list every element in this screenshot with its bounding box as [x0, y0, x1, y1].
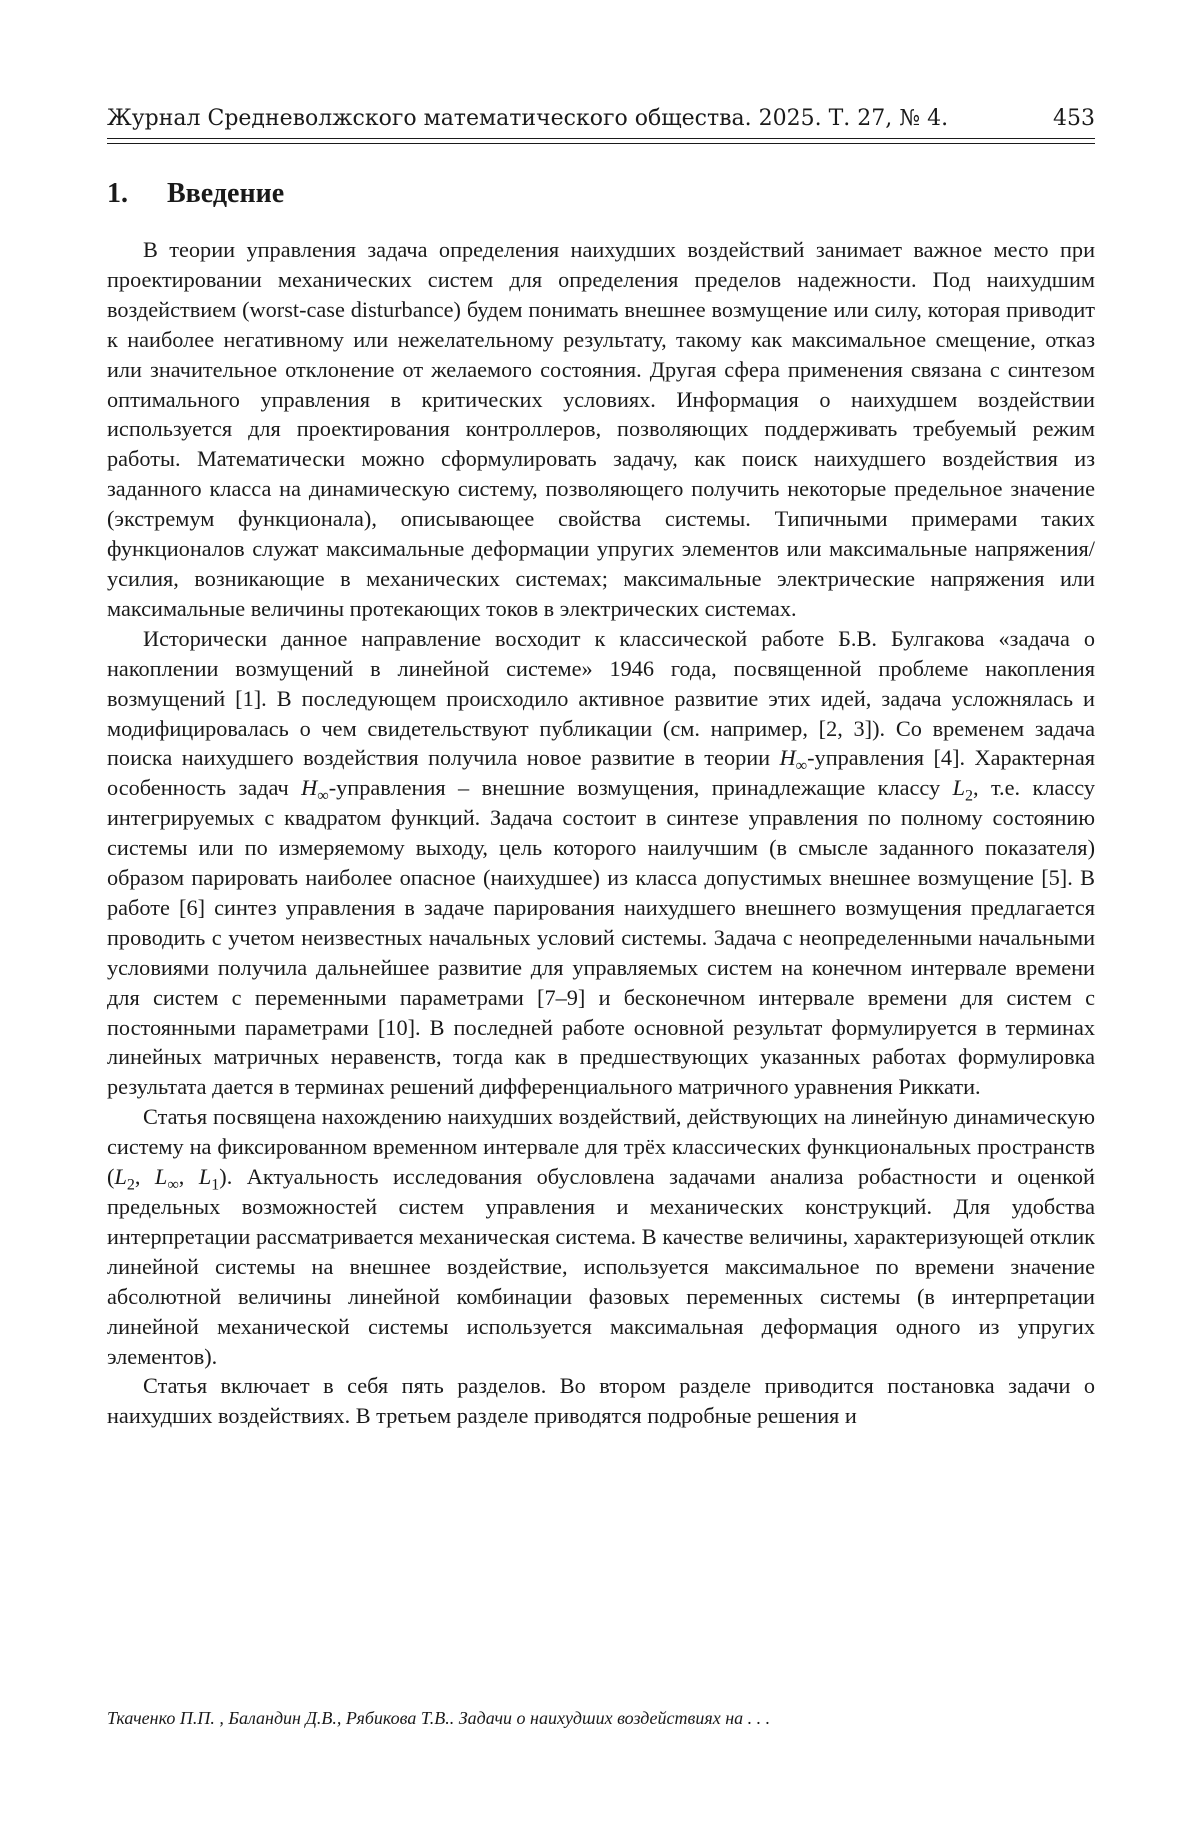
math-l1: [198, 1164, 220, 1194]
math-l-inf: [154, 1164, 179, 1194]
math-inf-subscript: ∞: [317, 787, 329, 805]
page-footer: Ткаченко П.П. , Баландин Д.В., Рябикова Т.В.. Задачи о наихудших воздействиях на . . .: [107, 1708, 771, 1728]
math-inf-subscript: ∞: [167, 1176, 179, 1194]
paragraph-2-part-a: Исторически данное направление восходит к классической работе Б.В. Булгакова «задача о накоплении возмущений в линейной системе» 1946 года, посвященной проблеме накопления возмущений [1]. В последующем происходило активное развитие этих идей, задача усложнялась и модифицировалась о чем свидетельствуют публикации (см. например, [2, 3]). Со временем задача поиска наихудшего воздействия получила новое развитие в теории: [107, 625, 1095, 771]
paragraph-1: В теории управления задача определения наихудших воздействий занимает важное место при проектировании механических систем для определения пределов надежности. Под наихудшим воздействием (worst-case disturbance) будем понимать внешнее возмущение или силу, которая приводит к наиболее негативному или нежелательному результату, такому как максимальное смещение, отказ или значительное отклонение от желаемого состояния. Другая сфера применения связана с синтезом оптимального управления в критических условиях. Информация о наихудшем воздействии используется для проектирования контроллеров, позволяющих поддерживать требуемый режим работы. Математически можно сформулировать задачу, как поиск наихудшего воздействия из заданного класса на динамическую систему, позволяющего получить некоторые предельное значение (экстремум функционала), описывающее свойства системы. Типичными примерами таких функционалов служат максимальные деформации упругих элементов или максимальные напряжения/усилия, возникающие в механических системах; максимальные электрические напряжения или максимальные величины протекающих токов в электрических системах.: [107, 237, 1095, 621]
body-text: [107, 235, 1095, 1431]
page-number: 453: [1053, 106, 1095, 131]
math-h-inf: [301, 775, 329, 805]
journal-title: Журнал Средневолжского математического общества. 2025. Т. 27, № 4.: [107, 106, 949, 131]
paragraph-2-part-c: -управления – внешние возмущения, принадлежащие классу: [328, 775, 953, 801]
math-l-symbol: L: [952, 775, 965, 801]
math-subscript-1: 1: [211, 1176, 220, 1194]
math-l2: [114, 1164, 135, 1194]
header-rule-top: [107, 138, 1095, 139]
math-l-symbol: L: [114, 1164, 127, 1190]
section-heading: [107, 176, 284, 212]
running-head: [107, 104, 1095, 134]
math-h-symbol: H: [301, 775, 318, 801]
paragraph-2: [107, 624, 1095, 1103]
math-h-symbol: H: [779, 745, 796, 771]
math-l2: [952, 775, 973, 805]
math-subscript-2: 2: [126, 1176, 135, 1194]
math-inf-subscript: ∞: [795, 758, 808, 776]
paragraph-2-part-d: , т.е. классу интегрируемых с квадратом функций. Задача состоит в синтезе управления по полному состоянию системы или по измеряемому выходу, цель которого наилучшим (в смысле заданного показателя) образом парировать наиболее опасное (наихудшее) из класса допустимых внешнее возмущение [5]. В работе [6] синтез управления в задаче парирования наихудшего внешнего возмущения предлагается проводить с учетом неизвестных начальных условий системы. Задача с неопределенными начальными условиями получила дальнейшее развитие для управляемых систем на конечном интервале времени для систем с переменными параметрами [7–9] и бесконечном интервале времени для систем с постоянными параметрами [10]. В последней работе основной результат формулируется в терминах линейных матричных неравенств, тогда как в предшествующих указанных работах формулировка результата дается в терминах решений дифференциального матричного уравнения Риккати.: [107, 775, 1095, 1100]
section-number: 1.: [107, 178, 128, 209]
paragraph-2-part-b: -управления [4]. Характерная особенность задач: [107, 745, 1095, 801]
paragraph-3-part-b: ). Актуальность исследования обусловлена задачами анализа робастности и оценкой предельных возможностей систем управления и механических конструкций. Для удобства интерпретации рассматривается механическая система. В качестве величины, характеризующей отклик линейной системы на внешнее воздействие, используется максимальное по времени значение абсолютной величины линейной комбинации фазовых переменных системы (в интерпретации линейной механической системы используется максимальная деформация одного из упругих элементов).: [107, 1164, 1095, 1369]
section-title: Введение: [167, 178, 285, 209]
header-rule-bottom: [107, 143, 1095, 144]
math-subscript-2: 2: [964, 787, 973, 805]
math-h-inf: [779, 745, 808, 776]
paragraph-4: Статья включает в себя пять разделов. Во втором разделе приводится постановка задачи о наихудших воздействиях. В третьем разделе приводятся подробные решения и: [107, 1373, 1095, 1429]
paragraph-3: Статья посвящена нахождению наихудших воздействий, действующих на линейную динамическую систему на фиксированном временном интервале для трёх классических функциональных пространств ($L_2$, $L_\infty$, $L_1$). Актуальность исследования обусловлена задачами анализа робастности и оценкой предельных возможностей систем управления и механических конструкций. Для удобства интерпретации рассматривается механическая система. В качестве величины, характеризующей отклик линейной системы на внешнее воздействие, используется максимальное по времени значение абсолютной величины линейной комбинации фазовых переменных системы (в интерпретации линейной механической системы используется максимальная деформация одного из упругих элементов).: [107, 1104, 1095, 1369]
paragraph-3-part-a: Статья посвящена нахождению наихудших воздействий, действующих на линейную динамическую систему на фиксированном временном интервале для трёх классических функциональных пространств (: [107, 1104, 1095, 1190]
math-l-symbol: L: [154, 1164, 168, 1190]
math-l-symbol: L: [198, 1164, 212, 1190]
